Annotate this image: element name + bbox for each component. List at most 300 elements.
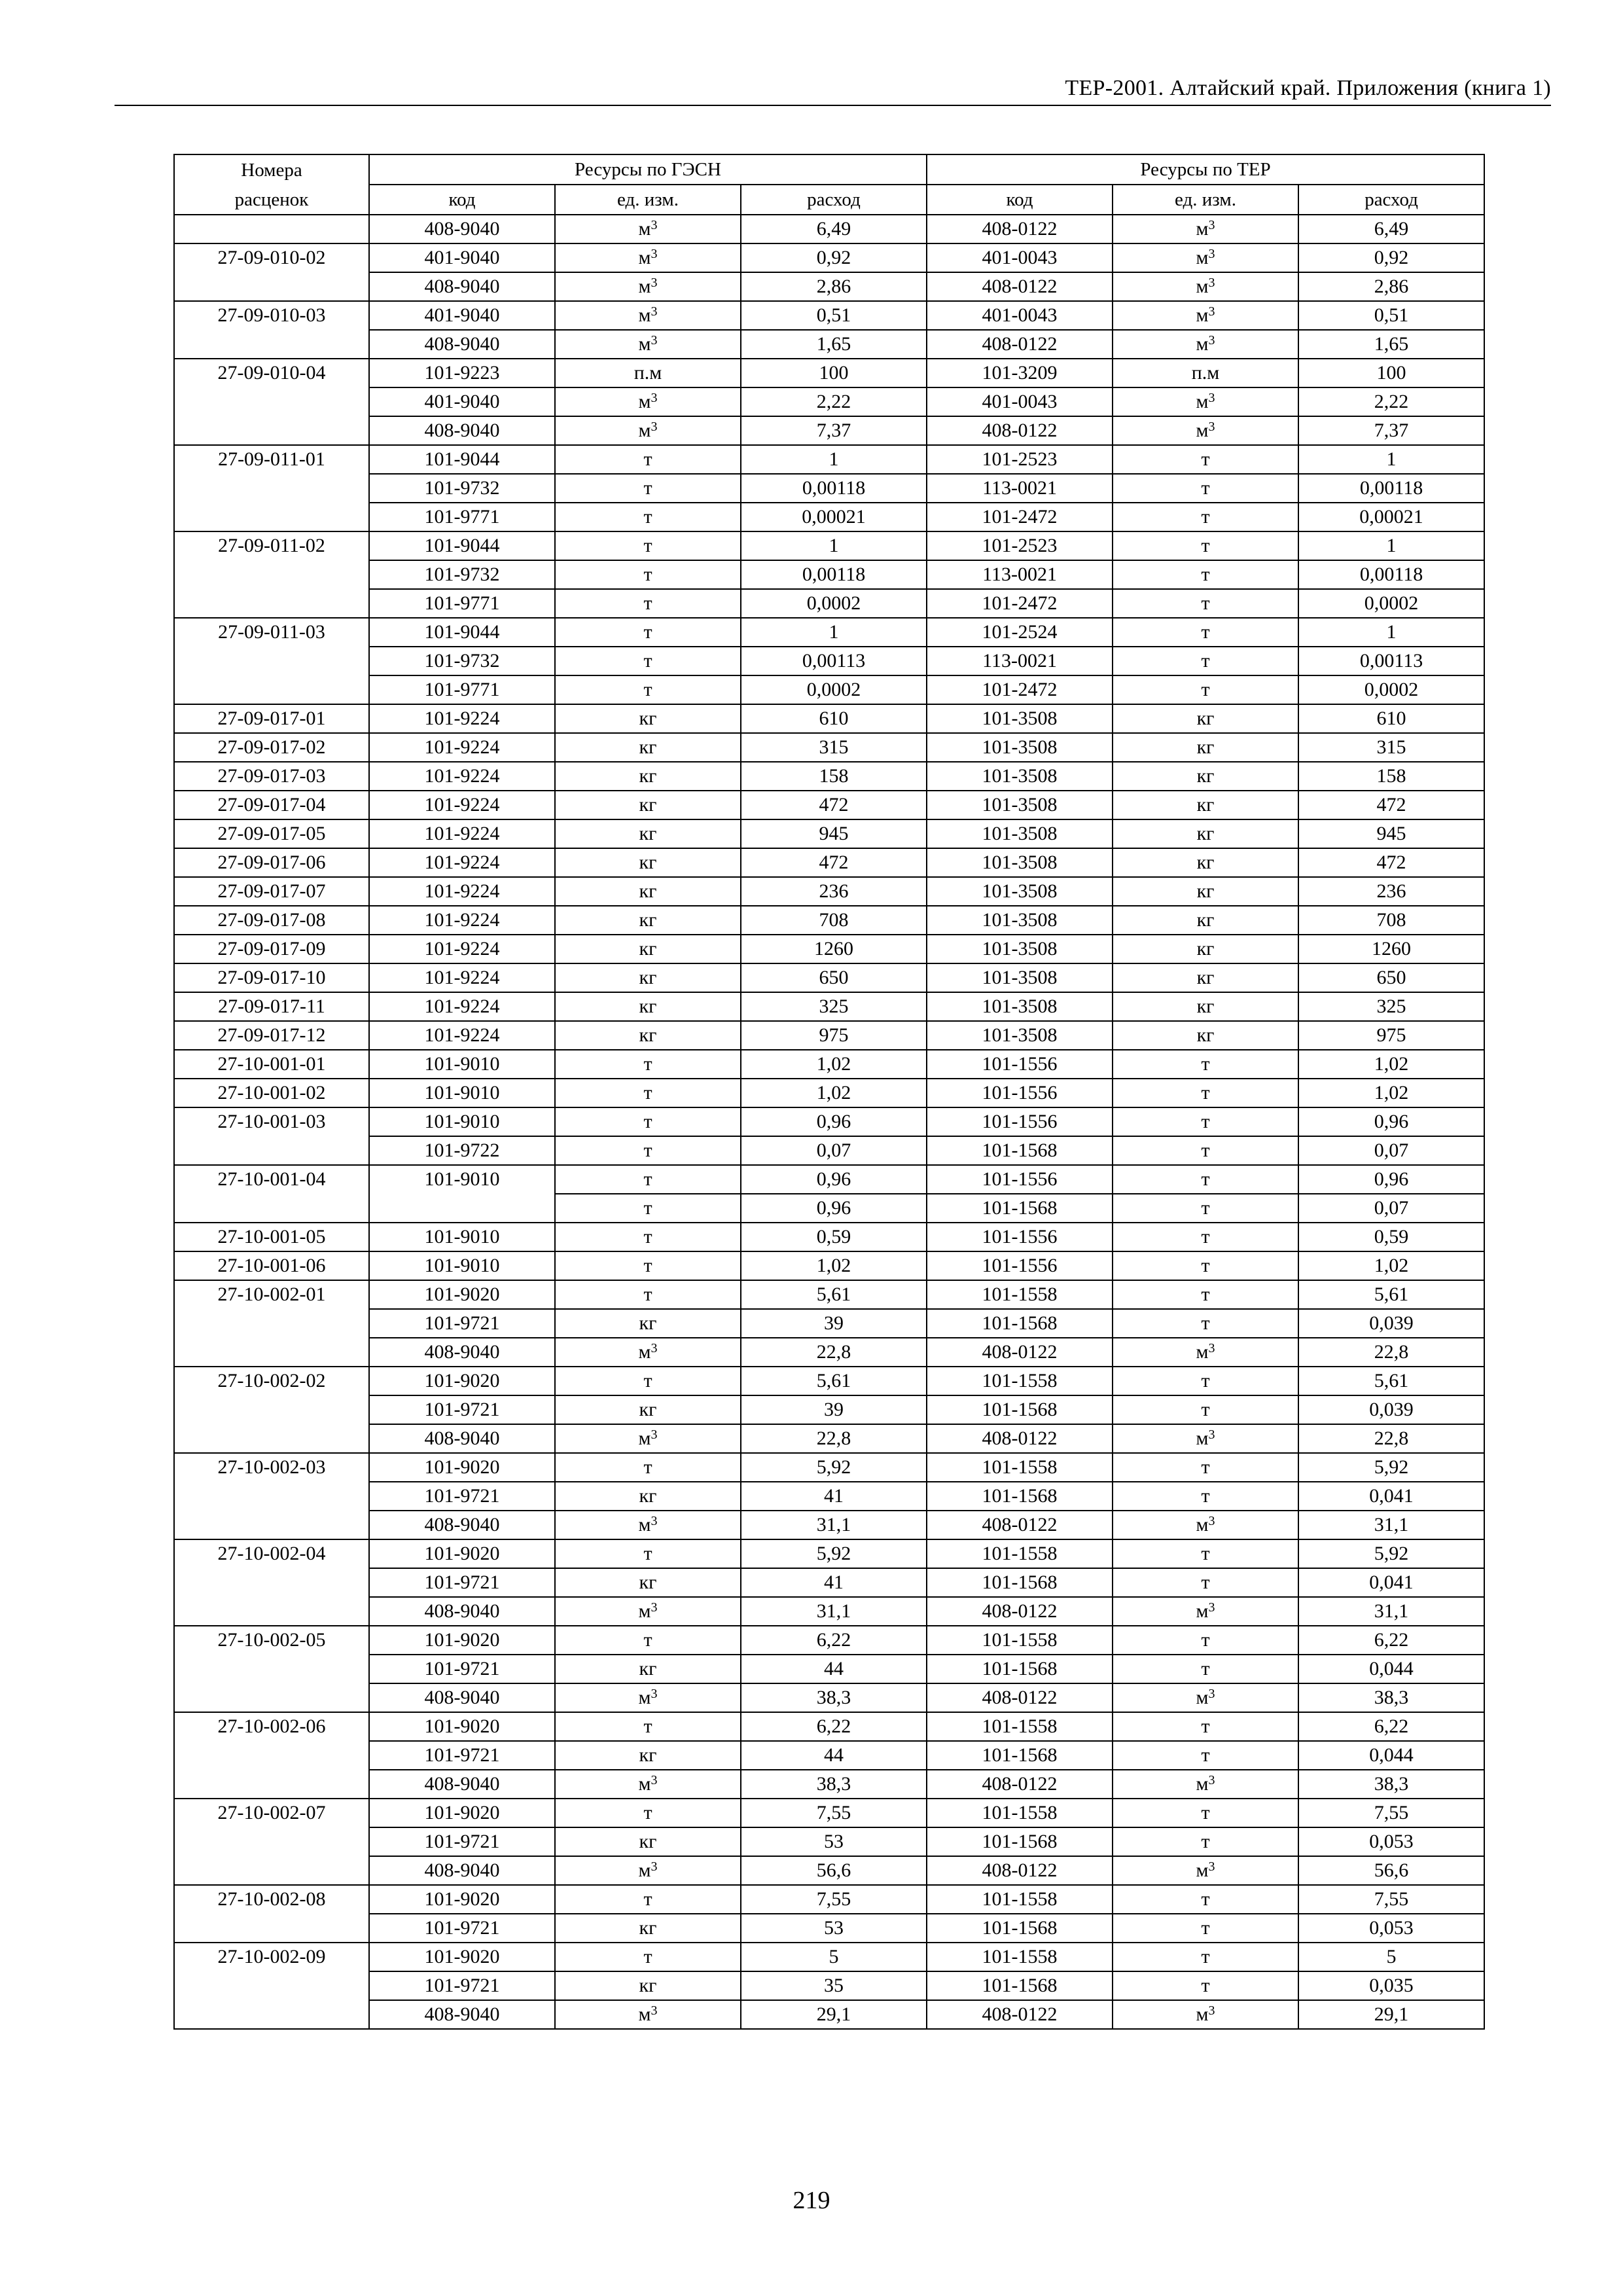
rate-number-cell: 27-09-011-01: [174, 445, 369, 531]
ter-unit-cell: кг: [1113, 1021, 1298, 1050]
gesn-unit-cell: кг: [555, 992, 741, 1021]
gesn-code-cell: 101-9044: [369, 618, 555, 647]
ter-unit-cell: $м^3$: [1113, 416, 1298, 445]
table-row: [174, 1079, 1484, 1107]
gesn-code-cell: 401-9040: [369, 301, 555, 330]
gesn-rate-cell: 7,55: [741, 1799, 927, 1827]
ter-rate-cell: 38,3: [1298, 1683, 1484, 1712]
ter-rate-cell: 650: [1298, 963, 1484, 992]
ter-rate-cell: 975: [1298, 1021, 1484, 1050]
ter-unit-cell: т: [1113, 647, 1298, 675]
gesn-rate-cell: 56,6: [741, 1856, 927, 1885]
gesn-code-cell: 101-9732: [369, 647, 555, 675]
ter-unit-cell: т: [1113, 474, 1298, 503]
gesn-code-cell: 408-9040: [369, 1424, 555, 1453]
ter-rate-cell: 0,00118: [1298, 474, 1484, 503]
ter-unit-cell: кг: [1113, 935, 1298, 963]
ter-code-cell: 101-1568: [927, 1655, 1113, 1683]
ter-code-cell: 101-3209: [927, 359, 1113, 387]
gesn-code-cell: 101-9224: [369, 992, 555, 1021]
gesn-unit-cell: т: [555, 1367, 741, 1395]
gesn-code-cell: 101-9224: [369, 704, 555, 733]
gesn-group-header: Ресурсы по ГЭСН: [369, 154, 927, 185]
gesn-rate-cell: 0,00113: [741, 647, 927, 675]
gesn-rate-cell: 44: [741, 1655, 927, 1683]
table-row: [174, 848, 1484, 877]
gesn-rate-cell: 2,86: [741, 272, 927, 301]
ter-code-cell: 101-1568: [927, 1395, 1113, 1424]
gesn-code-cell: 408-9040: [369, 1511, 555, 1539]
ter-unit-cell: т: [1113, 1827, 1298, 1856]
gesn-unit-cell: т: [555, 1885, 741, 1914]
gesn-unit-cell: т: [555, 531, 741, 560]
gesn-rate-cell: 38,3: [741, 1770, 927, 1799]
ter-unit-cell: $м^3$: [1113, 1338, 1298, 1367]
table-row: [174, 906, 1484, 935]
rate-number-cell: 27-09-017-02: [174, 733, 369, 762]
ter-code-cell: 101-1568: [927, 1482, 1113, 1511]
gesn-unit-cell: $м^3$: [555, 1856, 741, 1885]
table-row: [174, 1309, 1484, 1338]
gesn-code-cell: 101-9224: [369, 1021, 555, 1050]
ter-code-cell: 101-1556: [927, 1223, 1113, 1251]
ter-code-cell: 101-1556: [927, 1079, 1113, 1107]
rate-number-cell: 27-09-017-03: [174, 762, 369, 791]
ter-rate-cell: 0,00021: [1298, 503, 1484, 531]
gesn-rate-cell: 0,51: [741, 301, 927, 330]
ter-unit-cell: т: [1113, 1079, 1298, 1107]
table-row: [174, 243, 1484, 272]
ter-unit-cell: п.м: [1113, 359, 1298, 387]
gesn-unit-cell: т: [555, 618, 741, 647]
table-row: [174, 359, 1484, 387]
table-row: [174, 1482, 1484, 1511]
gesn-code-cell: 401-9040: [369, 243, 555, 272]
rate-number-cell: 27-09-017-01: [174, 704, 369, 733]
table-row: [174, 1885, 1484, 1914]
ter-code-cell: 101-1568: [927, 1741, 1113, 1770]
rate-number-cell: 27-09-011-02: [174, 531, 369, 618]
gesn-rate-cell: 1,02: [741, 1050, 927, 1079]
gesn-unit-cell: $м^3$: [555, 1597, 741, 1626]
ter-code-cell: 101-1558: [927, 1453, 1113, 1482]
gesn-code-cell: 101-9721: [369, 1309, 555, 1338]
gesn-unit-cell: т: [555, 1223, 741, 1251]
gesn-unit-cell: т: [555, 503, 741, 531]
ter-rate-cell: 1: [1298, 618, 1484, 647]
gesn-unit-cell: кг: [555, 1482, 741, 1511]
rate-number-cell: 27-10-002-02: [174, 1367, 369, 1453]
ter-code-cell: 113-0021: [927, 560, 1113, 589]
gesn-code-header: код: [369, 185, 555, 215]
ter-rate-cell: 0,51: [1298, 301, 1484, 330]
table-body: [174, 215, 1484, 2029]
ter-code-cell: 101-1558: [927, 1367, 1113, 1395]
gesn-rate-cell: 1: [741, 531, 927, 560]
gesn-code-cell: 101-9721: [369, 1914, 555, 1943]
ter-code-cell: 101-1558: [927, 1799, 1113, 1827]
ter-rate-cell: 5,92: [1298, 1539, 1484, 1568]
gesn-unit-cell: т: [555, 1799, 741, 1827]
gesn-rate-cell: 53: [741, 1827, 927, 1856]
ter-code-header: код: [927, 185, 1113, 215]
gesn-code-cell: 408-9040: [369, 272, 555, 301]
ter-rate-cell: 7,55: [1298, 1885, 1484, 1914]
gesn-rate-cell: 6,49: [741, 215, 927, 243]
ter-rate-cell: 5,61: [1298, 1367, 1484, 1395]
ter-code-cell: 101-1568: [927, 1136, 1113, 1165]
gesn-code-cell: 101-9224: [369, 791, 555, 819]
ter-unit-cell: т: [1113, 1050, 1298, 1079]
table-row: [174, 387, 1484, 416]
ter-unit-cell: т: [1113, 1280, 1298, 1309]
gesn-code-cell: 101-9224: [369, 963, 555, 992]
ter-rate-cell: 0,96: [1298, 1165, 1484, 1194]
gesn-code-cell: 101-9044: [369, 445, 555, 474]
gesn-unit-cell: кг: [555, 935, 741, 963]
gesn-unit-cell: кг: [555, 819, 741, 848]
gesn-rate-cell: 0,92: [741, 243, 927, 272]
gesn-rate-cell: 2,22: [741, 387, 927, 416]
gesn-rate-cell: 0,07: [741, 1136, 927, 1165]
table-row: [174, 301, 1484, 330]
ter-rate-cell: 1,02: [1298, 1050, 1484, 1079]
gesn-code-cell: 101-9020: [369, 1453, 555, 1482]
gesn-rate-cell: 0,96: [741, 1165, 927, 1194]
ter-unit-cell: $м^3$: [1113, 2000, 1298, 2029]
gesn-unit-cell: $м^3$: [555, 215, 741, 243]
gesn-rate-cell: 650: [741, 963, 927, 992]
rate-number-cell: 27-09-017-05: [174, 819, 369, 848]
ter-code-cell: 408-0122: [927, 1856, 1113, 1885]
ter-code-cell: 101-1556: [927, 1107, 1113, 1136]
rate-number-cell: 27-10-001-06: [174, 1251, 369, 1280]
ter-code-cell: 113-0021: [927, 474, 1113, 503]
table-row: [174, 1539, 1484, 1568]
ter-rate-cell: 0,039: [1298, 1395, 1484, 1424]
ter-rate-cell: 31,1: [1298, 1511, 1484, 1539]
gesn-rate-cell: 0,00118: [741, 560, 927, 589]
ter-rate-cell: 0,041: [1298, 1482, 1484, 1511]
ter-unit-cell: т: [1113, 1914, 1298, 1943]
ter-code-cell: 101-3508: [927, 819, 1113, 848]
gesn-rate-cell: 39: [741, 1395, 927, 1424]
gesn-rate-cell: 0,00021: [741, 503, 927, 531]
ter-rate-cell: 0,00113: [1298, 647, 1484, 675]
gesn-unit-cell: кг: [555, 848, 741, 877]
gesn-unit-cell: кг: [555, 1741, 741, 1770]
gesn-rate-header: расход: [741, 185, 927, 215]
gesn-rate-cell: 472: [741, 848, 927, 877]
ter-code-cell: 101-1568: [927, 1568, 1113, 1597]
resources-table: [173, 154, 1485, 2030]
ter-unit-header: ед. изм.: [1113, 185, 1298, 215]
ter-rate-cell: 0,0002: [1298, 589, 1484, 618]
ter-unit-cell: т: [1113, 1943, 1298, 1971]
rate-number-cell: 27-09-017-06: [174, 848, 369, 877]
gesn-unit-cell: т: [555, 1194, 741, 1223]
gesn-unit-cell: кг: [555, 1655, 741, 1683]
gesn-rate-cell: 708: [741, 906, 927, 935]
table-row: [174, 819, 1484, 848]
rate-number-cell: 27-10-002-09: [174, 1943, 369, 2029]
table-row: [174, 1914, 1484, 1943]
gesn-rate-cell: 22,8: [741, 1424, 927, 1453]
table-row: [174, 445, 1484, 474]
ter-code-cell: 408-0122: [927, 1597, 1113, 1626]
gesn-unit-header: ед. изм.: [555, 185, 741, 215]
table-row: [174, 647, 1484, 675]
table-row: [174, 935, 1484, 963]
gesn-rate-cell: 41: [741, 1482, 927, 1511]
table-row: [174, 272, 1484, 301]
ter-code-cell: 101-1558: [927, 1539, 1113, 1568]
ter-unit-cell: $м^3$: [1113, 215, 1298, 243]
gesn-code-cell: 101-9721: [369, 1395, 555, 1424]
gesn-code-cell: 101-9771: [369, 675, 555, 704]
ter-code-cell: 401-0043: [927, 243, 1113, 272]
rate-number-cell: 27-10-002-08: [174, 1885, 369, 1943]
gesn-code-cell: 101-9224: [369, 733, 555, 762]
gesn-unit-cell: т: [555, 1107, 741, 1136]
gesn-code-cell: 101-9223: [369, 359, 555, 387]
table-row: [174, 1971, 1484, 2000]
table-row: [174, 1251, 1484, 1280]
ter-group-header: Ресурсы по ТЕР: [927, 154, 1484, 185]
rate-number-cell: 27-09-010-04: [174, 359, 369, 445]
ter-code-cell: 101-2472: [927, 589, 1113, 618]
ter-unit-cell: т: [1113, 1482, 1298, 1511]
ter-rate-cell: 22,8: [1298, 1424, 1484, 1453]
rate-number-cell: 27-09-017-11: [174, 992, 369, 1021]
gesn-code-cell: 101-9010: [369, 1079, 555, 1107]
gesn-unit-cell: $м^3$: [555, 1511, 741, 1539]
ter-unit-cell: т: [1113, 1107, 1298, 1136]
table-row: [174, 1395, 1484, 1424]
ter-rate-cell: 1,65: [1298, 330, 1484, 359]
table-row: [174, 992, 1484, 1021]
table-row: [174, 618, 1484, 647]
gesn-code-cell: 101-9010: [369, 1165, 555, 1223]
ter-unit-cell: т: [1113, 1453, 1298, 1482]
ter-unit-cell: $м^3$: [1113, 1770, 1298, 1799]
ter-code-cell: 408-0122: [927, 416, 1113, 445]
ter-unit-cell: $м^3$: [1113, 1597, 1298, 1626]
table-row: [174, 1741, 1484, 1770]
ter-unit-cell: т: [1113, 1626, 1298, 1655]
gesn-rate-cell: 472: [741, 791, 927, 819]
col-numbers-header: Номера: [174, 154, 369, 185]
gesn-code-cell: 408-9040: [369, 215, 555, 243]
ter-unit-cell: $м^3$: [1113, 1511, 1298, 1539]
table-row: [174, 1223, 1484, 1251]
gesn-unit-cell: кг: [555, 877, 741, 906]
ter-code-cell: 101-2523: [927, 531, 1113, 560]
table-row: [174, 675, 1484, 704]
gesn-rate-cell: 0,96: [741, 1107, 927, 1136]
gesn-code-cell: 101-9732: [369, 474, 555, 503]
ter-rate-cell: 6,22: [1298, 1626, 1484, 1655]
gesn-code-cell: 101-9721: [369, 1482, 555, 1511]
ter-code-cell: 101-1558: [927, 1885, 1113, 1914]
ter-rate-cell: 0,044: [1298, 1741, 1484, 1770]
gesn-rate-cell: 1: [741, 618, 927, 647]
ter-unit-cell: $м^3$: [1113, 330, 1298, 359]
rate-number-cell: 27-10-002-01: [174, 1280, 369, 1367]
gesn-code-cell: 101-9020: [369, 1626, 555, 1655]
gesn-code-cell: 101-9732: [369, 560, 555, 589]
ter-code-cell: 101-3508: [927, 791, 1113, 819]
gesn-unit-cell: $м^3$: [555, 416, 741, 445]
rate-number-cell: 27-09-017-04: [174, 791, 369, 819]
gesn-rate-cell: 236: [741, 877, 927, 906]
gesn-unit-cell: $м^3$: [555, 387, 741, 416]
gesn-code-cell: 101-9224: [369, 848, 555, 877]
ter-code-cell: 101-2524: [927, 618, 1113, 647]
table-row: [174, 1597, 1484, 1626]
gesn-unit-cell: $м^3$: [555, 2000, 741, 2029]
ter-unit-cell: т: [1113, 1568, 1298, 1597]
gesn-unit-cell: кг: [555, 704, 741, 733]
header-title: ТЕР-2001. Алтайский край. Приложения (книга 1): [1065, 76, 1551, 100]
gesn-unit-cell: т: [555, 1626, 741, 1655]
gesn-rate-cell: 325: [741, 992, 927, 1021]
rate-number-cell: 27-09-017-12: [174, 1021, 369, 1050]
gesn-code-cell: 408-9040: [369, 1770, 555, 1799]
ter-code-cell: 101-1556: [927, 1251, 1113, 1280]
ter-unit-cell: т: [1113, 1741, 1298, 1770]
ter-code-cell: 408-0122: [927, 272, 1113, 301]
ter-rate-cell: 5: [1298, 1943, 1484, 1971]
ter-code-cell: 101-1556: [927, 1050, 1113, 1079]
ter-code-cell: 408-0122: [927, 330, 1113, 359]
ter-code-cell: 101-3508: [927, 992, 1113, 1021]
rate-number-cell: 27-10-001-01: [174, 1050, 369, 1079]
ter-rate-cell: 236: [1298, 877, 1484, 906]
gesn-rate-cell: 39: [741, 1309, 927, 1338]
gesn-rate-cell: 5,61: [741, 1280, 927, 1309]
gesn-rate-cell: 5,92: [741, 1453, 927, 1482]
table-row: [174, 1712, 1484, 1741]
gesn-unit-cell: $м^3$: [555, 1683, 741, 1712]
gesn-rate-cell: 31,1: [741, 1597, 927, 1626]
gesn-rate-cell: 5,92: [741, 1539, 927, 1568]
gesn-code-cell: 101-9224: [369, 877, 555, 906]
ter-rate-cell: 5,92: [1298, 1453, 1484, 1482]
ter-unit-cell: $м^3$: [1113, 387, 1298, 416]
gesn-unit-cell: т: [555, 1943, 741, 1971]
gesn-rate-cell: 158: [741, 762, 927, 791]
gesn-unit-cell: т: [555, 647, 741, 675]
table-row: [174, 1050, 1484, 1079]
ter-code-cell: 101-2472: [927, 503, 1113, 531]
gesn-rate-cell: 1,65: [741, 330, 927, 359]
table-row: [174, 1683, 1484, 1712]
ter-rate-cell: 325: [1298, 992, 1484, 1021]
ter-code-cell: 408-0122: [927, 1683, 1113, 1712]
ter-rate-cell: 945: [1298, 819, 1484, 848]
ter-unit-cell: т: [1113, 1309, 1298, 1338]
ter-rate-cell: 1: [1298, 531, 1484, 560]
ter-rate-cell: 708: [1298, 906, 1484, 935]
gesn-rate-cell: 53: [741, 1914, 927, 1943]
table-row: [174, 503, 1484, 531]
ter-rate-cell: 6,22: [1298, 1712, 1484, 1741]
table-row: [174, 762, 1484, 791]
rate-number-cell: 27-10-001-02: [174, 1079, 369, 1107]
ter-unit-cell: т: [1113, 589, 1298, 618]
ter-code-cell: 101-2472: [927, 675, 1113, 704]
gesn-rate-cell: 0,0002: [741, 589, 927, 618]
gesn-code-cell: 408-9040: [369, 2000, 555, 2029]
gesn-unit-cell: $м^3$: [555, 1770, 741, 1799]
ter-unit-cell: $м^3$: [1113, 1683, 1298, 1712]
table-row: [174, 1856, 1484, 1885]
ter-code-cell: 101-1558: [927, 1943, 1113, 1971]
ter-rate-cell: 100: [1298, 359, 1484, 387]
gesn-code-cell: 101-9721: [369, 1971, 555, 2000]
gesn-code-cell: 101-9020: [369, 1799, 555, 1827]
ter-unit-cell: $м^3$: [1113, 1856, 1298, 1885]
rate-number-cell: 27-10-002-04: [174, 1539, 369, 1626]
table-row: [174, 1770, 1484, 1799]
gesn-rate-cell: 38,3: [741, 1683, 927, 1712]
ter-rate-cell: 472: [1298, 791, 1484, 819]
gesn-unit-cell: кг: [555, 1914, 741, 1943]
ter-rate-cell: 5,61: [1298, 1280, 1484, 1309]
gesn-unit-cell: т: [555, 1251, 741, 1280]
ter-code-cell: 101-3508: [927, 733, 1113, 762]
gesn-unit-cell: $м^3$: [555, 243, 741, 272]
header-row-2: [174, 185, 1484, 215]
ter-code-cell: 408-0122: [927, 1770, 1113, 1799]
ter-rate-cell: 0,59: [1298, 1223, 1484, 1251]
col-numbers-header-2: расценок: [174, 185, 369, 215]
gesn-unit-cell: кг: [555, 1971, 741, 2000]
ter-rate-cell: 0,053: [1298, 1914, 1484, 1943]
ter-rate-cell: 56,6: [1298, 1856, 1484, 1885]
gesn-code-cell: 101-9020: [369, 1280, 555, 1309]
gesn-code-cell: 408-9040: [369, 1683, 555, 1712]
table-row: [174, 1453, 1484, 1482]
table-row: [174, 733, 1484, 762]
ter-code-cell: 101-3508: [927, 704, 1113, 733]
gesn-unit-cell: т: [555, 1453, 741, 1482]
ter-code-cell: 101-3508: [927, 906, 1113, 935]
gesn-unit-cell: кг: [555, 1021, 741, 1050]
table-row: [174, 1107, 1484, 1136]
ter-rate-cell: 472: [1298, 848, 1484, 877]
ter-code-cell: 408-0122: [927, 1424, 1113, 1453]
table-row: [174, 1511, 1484, 1539]
gesn-rate-cell: 0,00118: [741, 474, 927, 503]
ter-rate-cell: 0,07: [1298, 1194, 1484, 1223]
ter-code-cell: 101-3508: [927, 935, 1113, 963]
gesn-unit-cell: т: [555, 1539, 741, 1568]
page-number: 219: [793, 2187, 830, 2214]
ter-unit-cell: т: [1113, 1223, 1298, 1251]
gesn-code-cell: 408-9040: [369, 1597, 555, 1626]
rate-number-cell: 27-10-002-07: [174, 1799, 369, 1885]
ter-code-cell: 401-0043: [927, 301, 1113, 330]
table-row: [174, 1280, 1484, 1309]
gesn-rate-cell: 7,55: [741, 1885, 927, 1914]
rate-number-cell: 27-10-002-05: [174, 1626, 369, 1712]
gesn-unit-cell: кг: [555, 1309, 741, 1338]
gesn-unit-cell: п.м: [555, 359, 741, 387]
gesn-unit-cell: $м^3$: [555, 301, 741, 330]
ter-rate-cell: 1,02: [1298, 1251, 1484, 1280]
